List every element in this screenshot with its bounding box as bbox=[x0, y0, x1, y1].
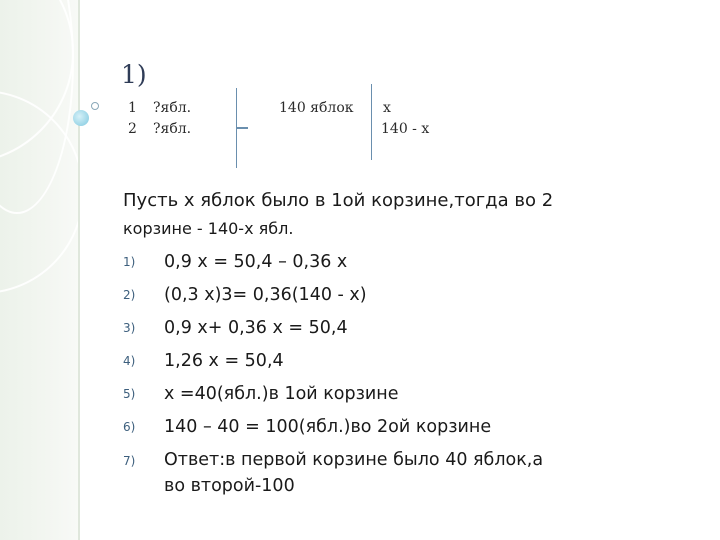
right-divider-line bbox=[371, 84, 372, 160]
step-text: 0,9 x = 50,4 – 0,36 x bbox=[164, 252, 348, 272]
step-text: 1,26 x = 50,4 bbox=[164, 351, 284, 371]
step-text: 0,9 x+ 0,36 x = 50,4 bbox=[164, 318, 348, 338]
step-number: 2) bbox=[123, 288, 136, 302]
list-item bbox=[123, 246, 564, 279]
step-number: 7) bbox=[123, 454, 136, 468]
list-item bbox=[123, 279, 564, 312]
list-item bbox=[123, 444, 564, 499]
variable-x: x bbox=[383, 100, 391, 116]
row2-number: 2 bbox=[128, 121, 137, 137]
step-number: 4) bbox=[123, 354, 136, 368]
list-item bbox=[123, 411, 564, 444]
row1-number: 1 bbox=[128, 100, 137, 116]
sidebar-divider bbox=[78, 0, 80, 540]
step-number: 3) bbox=[123, 321, 136, 335]
intro-line-1: Пусть x яблок было в 1ой корзине,тогда во 2 bbox=[123, 190, 554, 211]
intro-line-2: корзине - 140-x ябл. bbox=[123, 219, 294, 238]
list-item bbox=[123, 378, 564, 411]
step-number: 1) bbox=[123, 255, 136, 269]
expression-140-minus-x: 140 - x bbox=[381, 121, 430, 137]
step-text: 140 – 40 = 100(ябл.)во 2ой корзине bbox=[164, 417, 492, 437]
slide-title: 1) bbox=[121, 60, 147, 89]
list-item bbox=[123, 312, 564, 345]
step-text: x =40(ябл.)в 1ой корзине bbox=[164, 384, 399, 404]
row1-label: ?ябл. bbox=[153, 100, 192, 116]
step-text: Ответ:в первой корзине было 40 яблок,а во второй-100 bbox=[164, 450, 544, 496]
list-item bbox=[123, 345, 564, 378]
decorative-sidebar bbox=[0, 0, 80, 540]
step-number: 5) bbox=[123, 387, 136, 401]
large-bullet-icon bbox=[73, 110, 89, 126]
row2-label: ?ябл. bbox=[153, 121, 192, 137]
total-apples: 140 яблок bbox=[279, 100, 354, 116]
small-bullet-icon bbox=[91, 102, 99, 110]
step-number: 6) bbox=[123, 420, 136, 434]
solution-steps bbox=[123, 246, 564, 499]
step-text: (0,3 x)3= 0,36(140 - x) bbox=[164, 285, 367, 305]
brace-tick bbox=[236, 127, 248, 129]
